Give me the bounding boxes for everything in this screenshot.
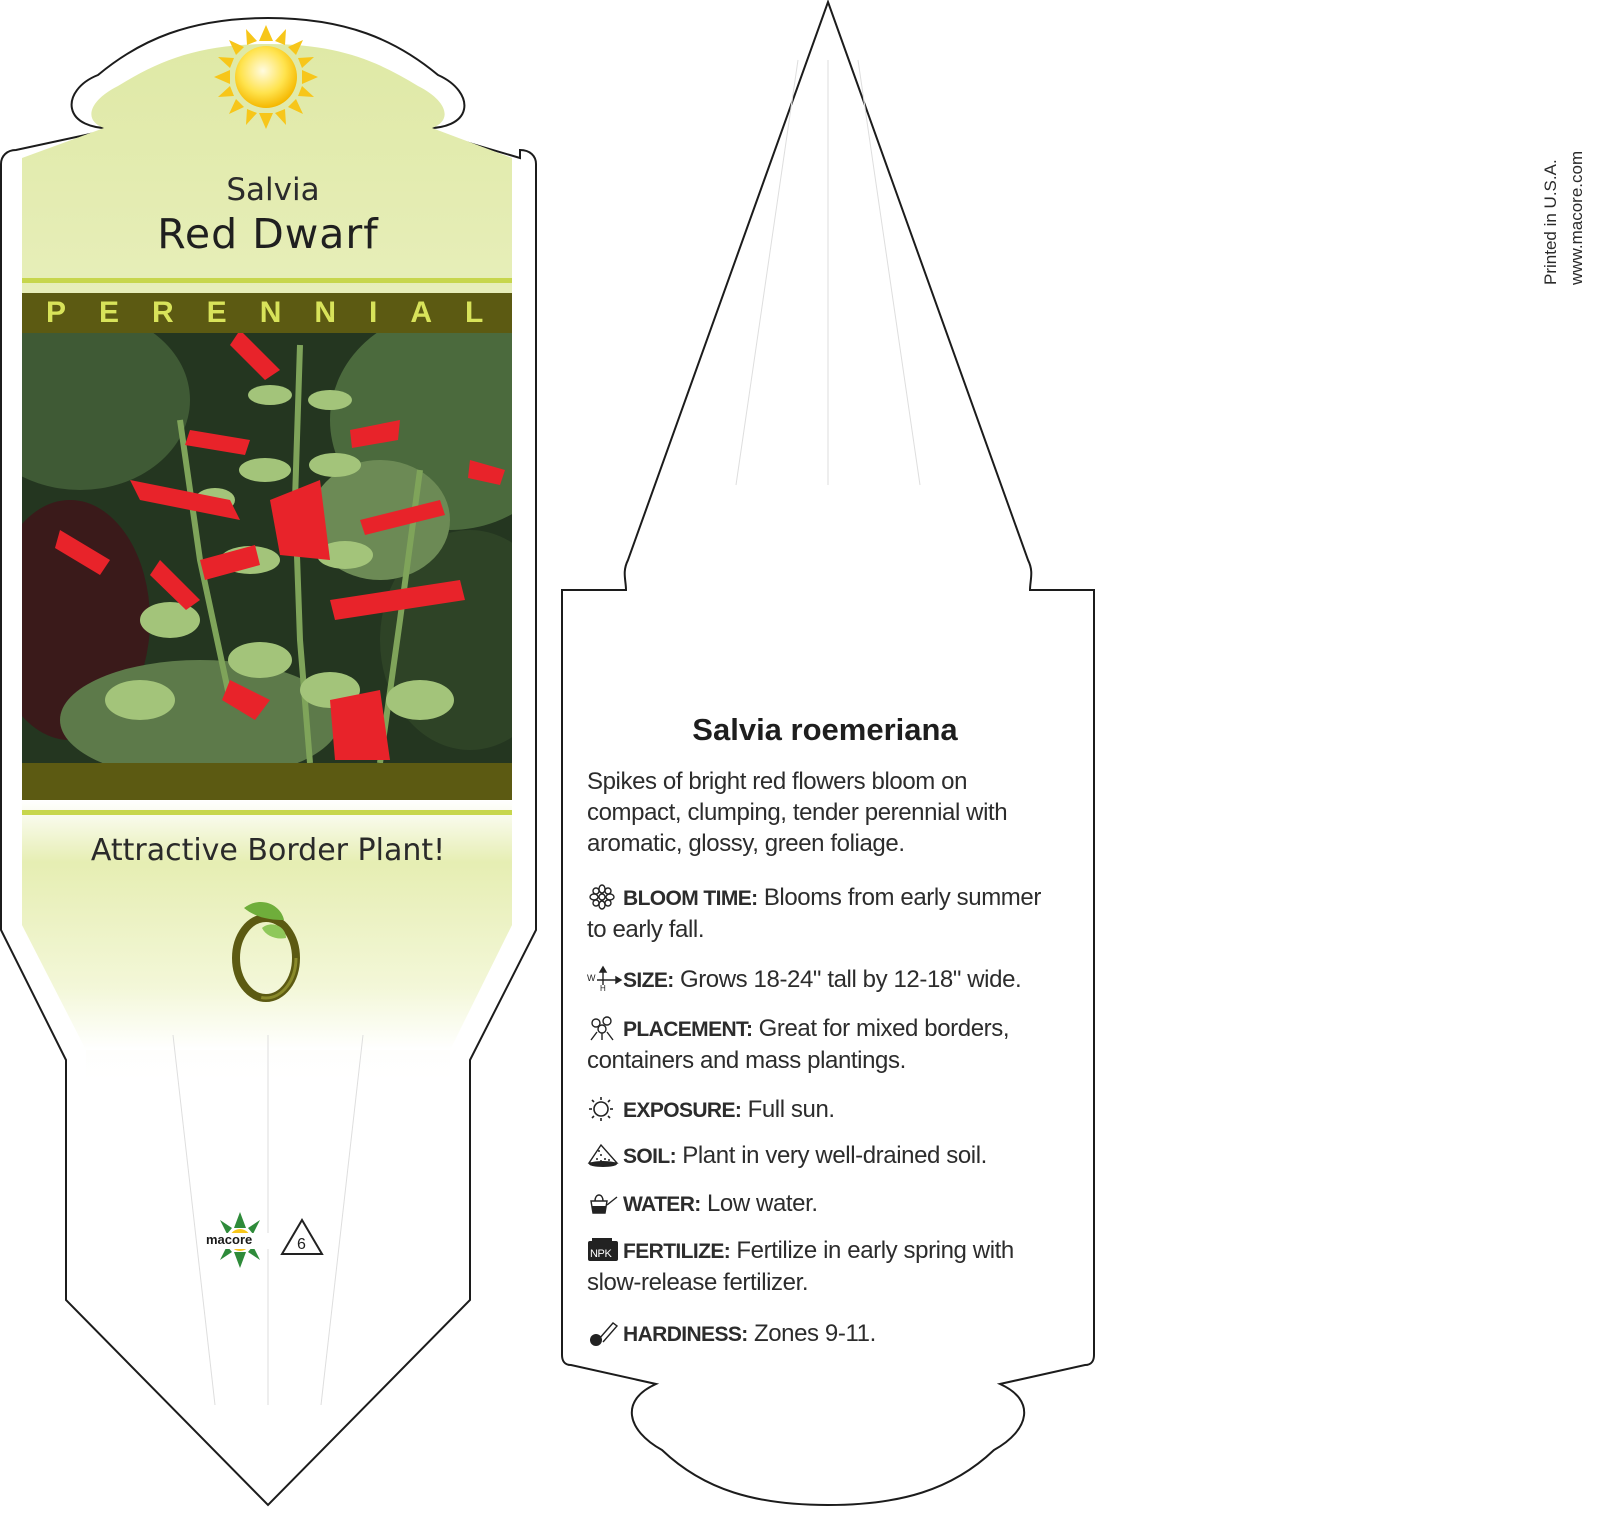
size-icon — [587, 967, 621, 991]
printed-label: Printed in U.S.A. — [1541, 159, 1560, 285]
soil-icon — [587, 1143, 621, 1167]
info-water — [587, 1188, 1062, 1220]
info-fertilize — [587, 1235, 1062, 1298]
info-label: PLACEMENT: — [623, 1018, 753, 1041]
plant-photo — [0, 310, 570, 780]
info-label: EXPOSURE: — [623, 1099, 742, 1122]
info-soil — [587, 1140, 1062, 1172]
info-exposure — [587, 1094, 1062, 1126]
variety-name: Red Dwarf — [157, 210, 379, 258]
info-label: SOIL: — [623, 1145, 676, 1168]
info-text: Full sun. — [741, 1096, 835, 1123]
info-text: Grows 18-24" tall by 12-18" wide. — [673, 966, 1022, 993]
svg-text:NPK: NPK — [590, 1248, 612, 1260]
info-label: HARDINESS: — [623, 1323, 748, 1346]
svg-text:W: W — [587, 973, 596, 983]
info-text: Zones 9-11. — [747, 1320, 876, 1347]
sun-icon — [587, 1097, 621, 1121]
info-text: Blooms from early summer to early fall. — [587, 884, 1041, 943]
info-label: BLOOM TIME: — [623, 887, 758, 910]
thermometer-icon — [587, 1321, 621, 1345]
macore-wordmark — [200, 1225, 340, 1265]
svg-text:macore: macore — [206, 1232, 253, 1247]
info-text: Low water. — [700, 1190, 818, 1217]
info-label: FERTILIZE: — [623, 1240, 731, 1263]
info-text: Great for mixed borders, containers and mass plantings. — [587, 1015, 1010, 1074]
tagline: Attractive Border Plant! — [90, 833, 446, 868]
plant-description: Spikes of bright red flowers bloom on compact, clumping, tender perennial with aromatic, glossy, green foliage. — [587, 768, 1008, 857]
svg-text:6: 6 — [297, 1236, 306, 1253]
website-label: www.macore.com — [1567, 150, 1586, 285]
info-text: Plant in very well-drained soil. — [676, 1142, 987, 1169]
info-bloom-time — [587, 882, 1062, 945]
printed-origin — [1538, 0, 1598, 285]
flower-icon — [587, 885, 621, 909]
info-label: SIZE: — [623, 969, 674, 992]
info-placement — [587, 1013, 1062, 1076]
npk-icon — [587, 1238, 621, 1262]
botanical-name: Salvia roemeriana — [692, 712, 958, 747]
genus-name: Salvia — [226, 172, 320, 208]
sun-icon — [214, 25, 318, 129]
watering-can-icon — [587, 1191, 621, 1215]
info-text: Fertilize in early spring with slow-release fertilizer. — [587, 1237, 1014, 1296]
info-size — [587, 964, 1062, 996]
svg-text:H: H — [600, 984, 606, 993]
info-label: WATER: — [623, 1193, 701, 1216]
placement-icon — [587, 1016, 621, 1040]
info-hardiness — [587, 1318, 1062, 1350]
category-label: PERENNIAL — [46, 296, 517, 329]
